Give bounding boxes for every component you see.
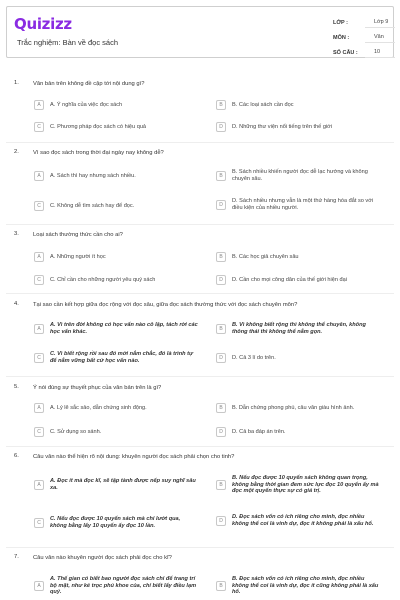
option-text: A. Lý lẽ sắc sảo, dẫn chứng sinh động. [50,404,147,411]
question-text: Loại sách thường thức cần cho ai? [33,232,123,238]
divider [6,142,394,143]
option-b[interactable] [216,166,380,186]
option-text: D. Cần cho mọi công dân của thế giới hiện đại [232,276,347,283]
option-a[interactable] [34,169,198,183]
option-letter: D [216,122,226,132]
option-letter: C [34,427,44,437]
meta-label: MÔN : [333,34,350,41]
meta-label: SỐ CÂU : [333,49,358,56]
question-number: 5. [14,384,19,390]
option-text: C. Không dễ tìm sách hay để đọc. [50,202,135,209]
question-number: 6. [14,453,19,459]
option-letter: B [216,252,226,262]
option-b[interactable] [216,475,380,495]
divider [6,224,394,225]
option-text: A. Những người ít học [50,253,106,260]
option-letter: C [34,353,44,363]
question-number: 7. [14,554,19,560]
option-text: B. Vì không biết rộng thì không thể chuyên, không thông thái thì không thể nắm gọn. [232,322,366,335]
option-b[interactable] [216,576,380,596]
option-d[interactable] [216,195,380,215]
option-a[interactable] [34,250,198,264]
option-text: B. Nếu đọc được 10 quyển sách không quan trọng, không bằng thời gian đem sức lực đọc 10 quyển ấy mà đọc một quyển thực sự có giá trị. [232,474,379,495]
option-b[interactable] [216,98,380,112]
option-letter: B [216,100,226,110]
option-letter: C [34,275,44,285]
option-text: B. Sách nhiều khiến người đọc dễ lạc hướng và không chuyên sâu. [232,169,368,182]
option-letter: B [216,480,226,490]
meta-value: Lớp 9 [365,17,395,28]
option-text: B. Các loại sách cần đọc [232,101,294,108]
option-text: A. Thế gian có biết bao người đọc sách chỉ để trang trí bộ mặt, như kẻ trọc phú khoe của, chỉ biết lấy điều lạm quý. [50,575,197,596]
question-number: 3. [14,231,19,237]
meta-row-grade [333,15,395,30]
option-d[interactable] [216,273,380,287]
option-d[interactable] [216,511,380,531]
option-text: C. Nếu đọc được 10 quyển sách mà chỉ lướt qua, không bằng lấy 10 quyển ấy đọc 10 lần. [50,516,181,529]
option-c[interactable] [34,513,198,533]
question-text: Văn bản trên không đề cập tới nội dung gì? [33,81,145,87]
option-a[interactable] [34,475,198,495]
option-letter: A [34,403,44,413]
option-letter: D [216,200,226,210]
option-text: D. Đọc sách vốn có ích riêng cho mình, đọc nhiều không thể coi là vinh dự, đọc ít không phải là xấu hổ. [232,514,374,527]
question-text: Câu văn nào thể hiện rõ nội dung: khuyên người đọc sách phải chọn cho tinh? [33,454,235,460]
question-text: Câu văn nào khuyên người đọc sách phải đọc cho kĩ? [33,555,172,561]
option-letter: D [216,516,226,526]
option-letter: A [34,480,44,490]
quiz-header [6,6,394,58]
option-text: D. Cả 3 lí do trên. [232,354,276,361]
option-b[interactable] [216,250,380,264]
option-letter: C [34,201,44,211]
meta-label: LỚP : [333,19,348,26]
option-b[interactable] [216,401,380,415]
option-b[interactable] [216,319,380,339]
option-text: D. Những thư viện nổi tiếng trên thế giới [232,123,333,130]
option-text: A. Vì trên đời không có học vấn nào cô lập, tách rời các học vấn khác. [50,322,198,335]
question-text: Tại sao cần kết hợp giữa đọc rộng với đọc sâu, giữa đọc sách thường thức với đọc sách chuyên môn? [33,302,298,308]
option-d[interactable] [216,351,380,365]
option-text: C. Chỉ cần cho những người yêu quý sách [50,276,156,283]
option-text: A. Sách thì hay nhưng sách nhiều. [50,172,136,179]
option-letter: A [34,324,44,334]
option-c[interactable] [34,425,198,439]
option-text: B. Các học giả chuyên sâu [232,253,299,260]
option-letter: B [216,581,226,591]
option-text: B. Đọc sách vốn có ích riêng cho mình, đọc nhiều không thể coi là vinh dự, đọc ít cũng không phải là xấu hổ. [232,575,379,596]
option-text: A. Đọc ít mà đọc kĩ, sẽ tập tành được nếp suy nghĩ sâu xa. [50,478,196,491]
option-text: D. Cả ba đáp án trên. [232,428,286,435]
meta-value: 10 [365,47,395,58]
option-a[interactable] [34,401,198,415]
question-number: 1. [14,80,19,86]
option-letter: C [34,518,44,528]
option-letter: A [34,100,44,110]
quiz-title: Trắc nghiệm: Bàn về đọc sách [17,38,119,47]
divider [6,446,394,447]
quizizz-logo: Quizizz [14,15,72,33]
option-text: A. Ý nghĩa của việc đọc sách [50,101,123,108]
question-text: Vì sao đọc sách trong thời đại ngày nay không dễ? [33,150,164,156]
question-number: 4. [14,301,19,307]
option-c[interactable] [34,273,198,287]
meta-value: Văn [365,32,395,43]
option-letter: D [216,353,226,363]
option-a[interactable] [34,98,198,112]
option-letter: A [34,581,44,591]
option-letter: B [216,171,226,181]
option-a[interactable] [34,576,198,596]
option-letter: D [216,275,226,285]
option-letter: A [34,171,44,181]
option-d[interactable] [216,425,380,439]
option-text: C. Vì biết rộng rồi sau đó mới nắm chắc, đó là trình tự để nắm vững bất cứ học vấn nào. [50,351,193,364]
divider [6,293,394,294]
option-text: B. Dẫn chứng phong phú, câu văn giàu hình ảnh. [232,404,355,411]
question-text: Ý nói đúng sự thuyết phục của văn bản trên là gì? [33,385,162,391]
divider [6,376,394,377]
meta-row-count [333,45,395,60]
option-d[interactable] [216,120,380,134]
option-letter: C [34,122,44,132]
option-text: C. Phương pháp đọc sách có hiệu quả [50,123,147,130]
option-a[interactable] [34,319,198,339]
option-c[interactable] [34,348,198,368]
option-letter: A [34,252,44,262]
divider [6,547,394,548]
option-letter: B [216,403,226,413]
option-c[interactable] [34,199,198,213]
meta-row-subject [333,30,395,45]
question-number: 2. [14,149,19,155]
option-text: D. Sách nhiều nhưng vẫn là một thứ hàng hóa đắt so với điều kiện của nhiều người. [232,198,374,211]
option-letter: D [216,427,226,437]
option-c[interactable] [34,120,198,134]
quiz-meta [333,15,395,60]
option-letter: B [216,324,226,334]
option-text: C. Sử dụng so sánh. [50,428,102,435]
